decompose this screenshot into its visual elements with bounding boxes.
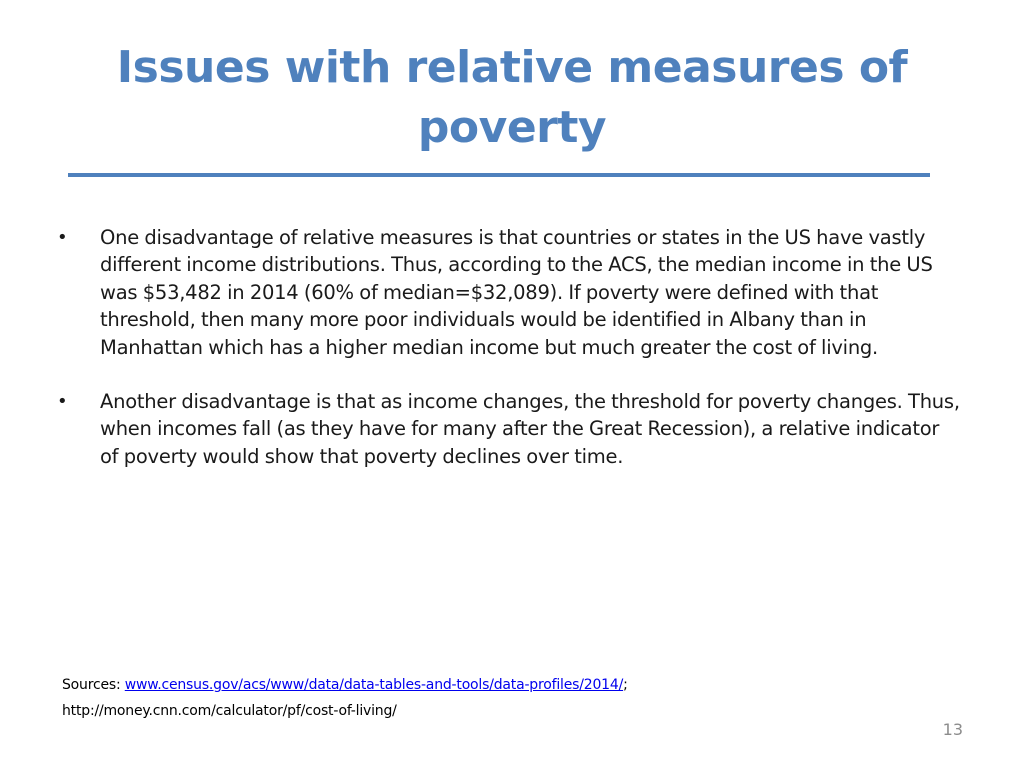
bullet-text: Another disadvantage is that as income changes, the threshold for poverty changes. Thus, when incomes fall (as they have for many after the Great Recession), a relative indicator of poverty would show that poverty declines over time.	[100, 390, 960, 468]
sources-separator: ;	[623, 677, 628, 693]
bullet-icon: •	[57, 391, 68, 413]
bullet-item	[0, 388, 1024, 470]
sources-line-2: http://money.cnn.com/calculator/pf/cost-of-living/	[62, 703, 397, 719]
census-source-link[interactable]: www.census.gov/acs/www/data/data-tables-and-tools/data-profiles/2014/	[124, 677, 624, 693]
bullet-item	[0, 224, 1024, 361]
bullet-text: One disadvantage of relative measures is that countries or states in the US have vastly different income distributions. Thus, according to the ACS, the median income in the US was $53,482 in 2014 (60% of median=$32,089). If poverty were defined with that threshold, then many more poor individuals would be identified in Albany than in Manhattan which has a higher median income but much greater the cost of living.	[100, 226, 933, 359]
page-number: 13	[942, 720, 963, 739]
title-underline	[68, 173, 930, 177]
sources-line-1	[62, 672, 628, 698]
bullet-icon: •	[57, 227, 68, 248]
slide-title: Issues with relative measures of poverty	[116, 42, 908, 153]
sources-label: Sources:	[62, 677, 125, 693]
bullet-list	[0, 224, 1024, 497]
sources-block	[62, 672, 628, 724]
